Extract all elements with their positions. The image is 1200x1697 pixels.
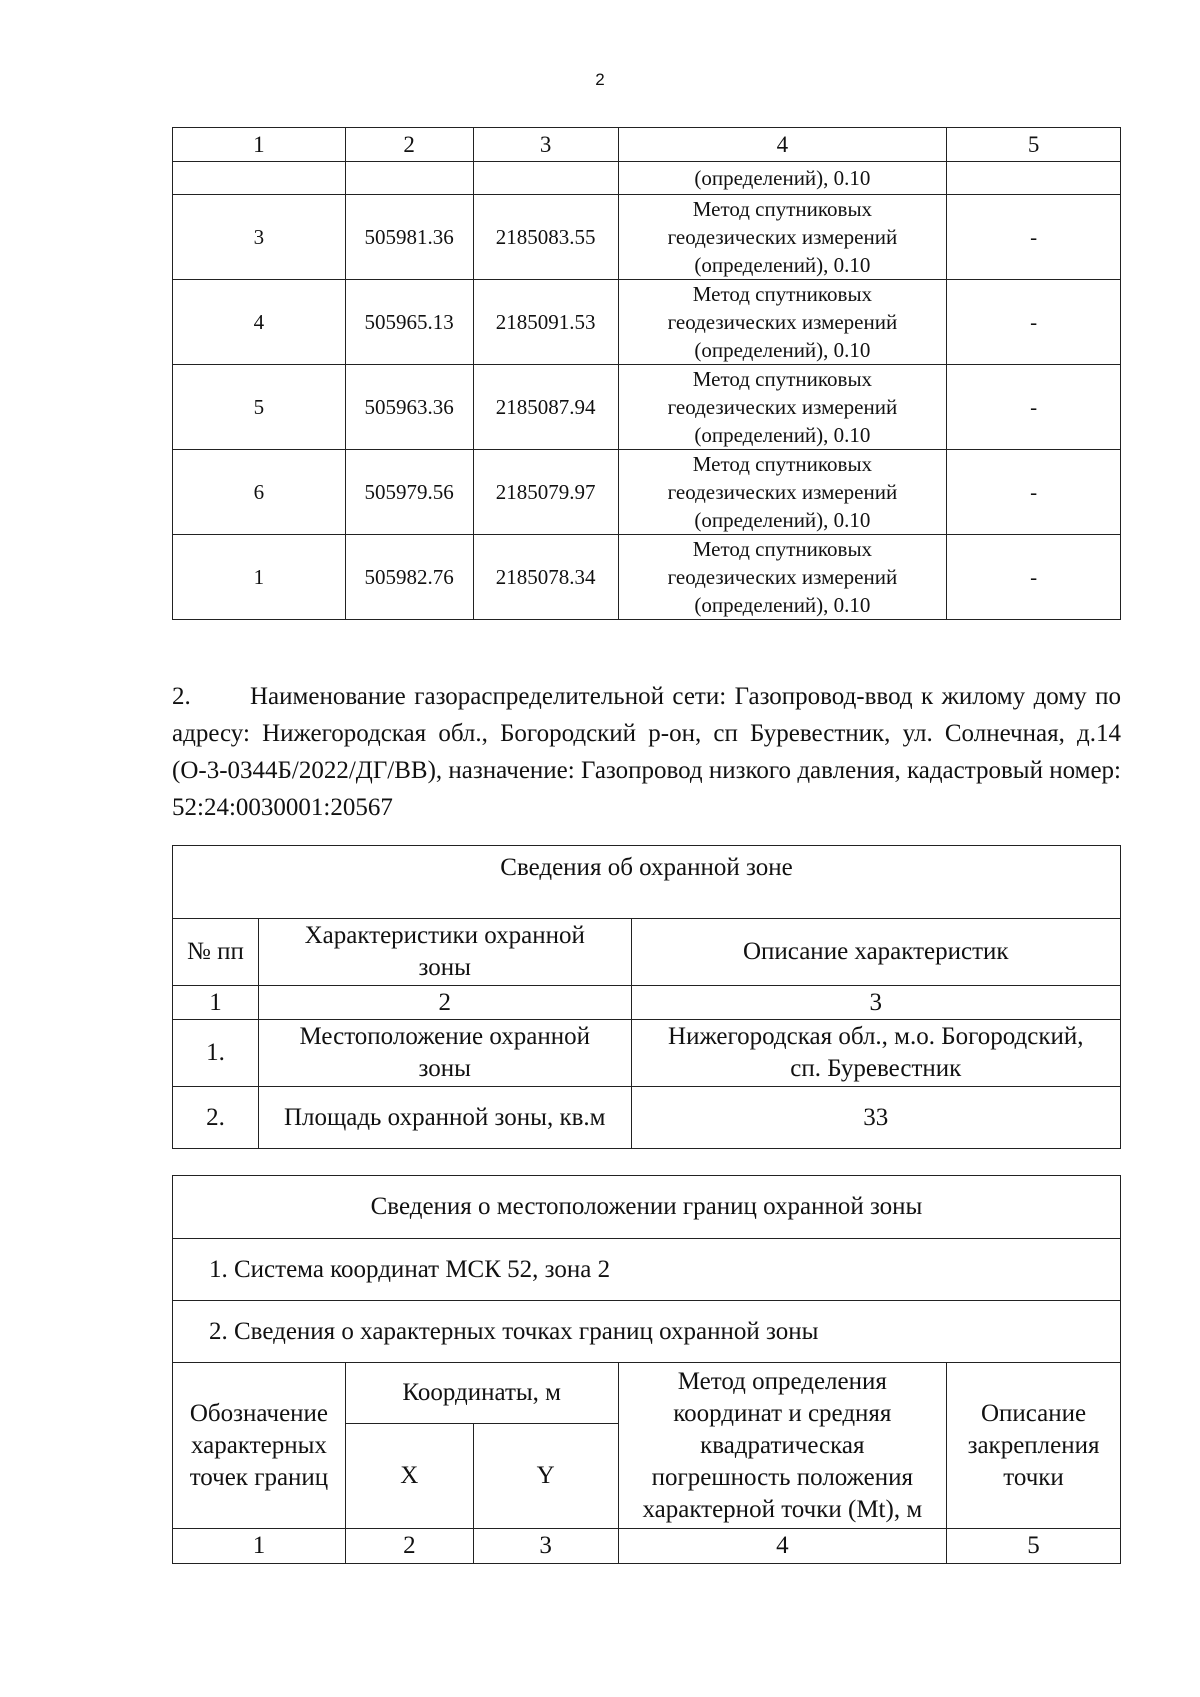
method-line: геодезических измерений xyxy=(667,395,898,419)
header-line: Обозначение xyxy=(189,1399,329,1427)
y-header: Y xyxy=(473,1424,618,1529)
point-label: 1 xyxy=(173,535,346,620)
column-number: 3 xyxy=(473,1529,618,1564)
points-info-text: 2. Сведения о характерных точках границ охранной зоны xyxy=(173,1301,1121,1363)
header-line: точек границ xyxy=(189,1463,329,1491)
column-number: 1 xyxy=(173,1529,346,1564)
column-number: 4 xyxy=(618,1529,947,1564)
description-line: сп. Буревестник xyxy=(790,1055,962,1082)
column-number-row xyxy=(173,986,1121,1020)
x-coordinate: 505981.36 xyxy=(345,195,473,280)
header-cell: 4 xyxy=(618,128,947,162)
x-coordinate: 505982.76 xyxy=(345,535,473,620)
table-row xyxy=(173,280,1121,365)
description-cell: 33 xyxy=(631,1087,1120,1149)
table-row xyxy=(173,450,1121,535)
header-line: координат и средняя xyxy=(673,1399,892,1427)
point-label: 6 xyxy=(173,450,346,535)
description-line: Нижегородская обл., м.о. Богородский, xyxy=(668,1023,1084,1050)
table-row xyxy=(173,1020,1121,1087)
table-title-row xyxy=(173,846,1121,919)
point-label: 3 xyxy=(173,195,346,280)
x-coordinate: 505965.13 xyxy=(345,280,473,365)
x-header: X xyxy=(345,1424,473,1529)
method-line: (определений), 0.10 xyxy=(694,508,871,532)
coordinate-system-text: 1. Система координат МСК 52, зона 2 xyxy=(173,1239,1121,1301)
method-line: Метод спутниковых xyxy=(692,197,873,221)
page-number: 2 xyxy=(595,70,605,89)
y-coordinate: 2185091.53 xyxy=(473,280,618,365)
table-title: Сведения об охранной зоне xyxy=(173,846,1121,919)
description-cell: - xyxy=(947,450,1121,535)
row-number: 1. xyxy=(173,1020,259,1087)
header-line: характерных xyxy=(191,1431,327,1459)
characteristic-cell: Площадь охранной зоны, кв.м xyxy=(258,1087,631,1149)
header-line: точки xyxy=(1003,1463,1064,1491)
header-line: зоны xyxy=(418,954,471,981)
method-line: (определений), 0.10 xyxy=(694,423,871,447)
description-cell: - xyxy=(947,365,1121,450)
method-cell xyxy=(618,280,947,365)
header-line: погрешность положения xyxy=(651,1463,913,1491)
header-cell: 3 xyxy=(473,128,618,162)
table-row xyxy=(173,1087,1121,1149)
coordinate-system-row xyxy=(173,1239,1121,1301)
x-coordinate: 505963.36 xyxy=(345,365,473,450)
points-table xyxy=(172,127,1121,620)
description-cell: - xyxy=(947,535,1121,620)
zone-boundary-table xyxy=(172,1175,1121,1564)
column-number: 2 xyxy=(258,986,631,1020)
column-number-row xyxy=(173,1529,1121,1564)
header-cell: № пп xyxy=(173,919,259,986)
table-cell xyxy=(473,162,618,195)
y-coordinate: 2185087.94 xyxy=(473,365,618,450)
point-label: 5 xyxy=(173,365,346,450)
coordinates-header: Координаты, м xyxy=(345,1363,618,1424)
column-number: 3 xyxy=(631,986,1120,1020)
header-cell xyxy=(618,1363,947,1529)
description-cell xyxy=(631,1020,1120,1087)
row-number: 2. xyxy=(173,1087,259,1149)
x-coordinate: 505979.56 xyxy=(345,450,473,535)
characteristic-line: зоны xyxy=(418,1055,471,1082)
description-cell: - xyxy=(947,195,1121,280)
y-coordinate: 2185078.34 xyxy=(473,535,618,620)
method-line: геодезических измерений xyxy=(667,480,898,504)
characteristic-cell xyxy=(258,1020,631,1087)
method-cell xyxy=(618,365,947,450)
header-cell: Описание характеристик xyxy=(631,919,1120,986)
header-cell xyxy=(258,919,631,986)
column-number: 5 xyxy=(947,1529,1121,1564)
table-cell: (определений), 0.10 xyxy=(618,162,947,195)
y-coordinate: 2185083.55 xyxy=(473,195,618,280)
header-row xyxy=(173,1363,1121,1424)
method-line: Метод спутниковых xyxy=(692,452,873,476)
table-row xyxy=(173,195,1121,280)
column-number: 2 xyxy=(345,1529,473,1564)
paragraph-text: Наименование газораспределительной сети: Газопровод-ввод к жилому дому по адресу: Нижегородская обл., Богородский р-он, сп Буревестник, ул. Солнечная, д.14 (О-3-0344Б/2022/ДГ/ВВ), назначение: Газопровод низкого давления, кадастровый номер: 52:24:0030001:20567 xyxy=(172,683,1121,821)
header-row xyxy=(173,919,1121,986)
header-cell: 2 xyxy=(345,128,473,162)
point-label: 4 xyxy=(173,280,346,365)
method-line: (определений), 0.10 xyxy=(694,338,871,362)
table-cell xyxy=(345,162,473,195)
method-line: Метод спутниковых xyxy=(692,282,873,306)
header-cell: 5 xyxy=(947,128,1121,162)
table-row xyxy=(173,365,1121,450)
header-line: квадратическая xyxy=(700,1431,865,1459)
header-line: Описание xyxy=(980,1399,1087,1427)
table-cell xyxy=(947,162,1121,195)
method-cell xyxy=(618,535,947,620)
protection-zone-table xyxy=(172,845,1121,1149)
table-cell xyxy=(173,162,346,195)
column-number: 1 xyxy=(173,986,259,1020)
header-cell: 1 xyxy=(173,128,346,162)
network-description-paragraph xyxy=(172,678,1121,826)
header-row xyxy=(173,128,1121,162)
method-line: Метод спутниковых xyxy=(692,537,873,561)
method-line: геодезических измерений xyxy=(667,565,898,589)
header-cell xyxy=(173,1363,346,1529)
header-line: Метод определения xyxy=(677,1367,887,1395)
paragraph-number: 2. xyxy=(172,683,191,710)
points-info-row xyxy=(173,1301,1121,1363)
method-line: (определений), 0.10 xyxy=(694,253,871,277)
description-cell: - xyxy=(947,280,1121,365)
characteristic-line: Местоположение охранной xyxy=(299,1023,590,1050)
method-line: геодезических измерений xyxy=(667,225,898,249)
continuation-row xyxy=(173,162,1121,195)
table-title: Сведения о местоположении границ охранной зоны xyxy=(173,1176,1121,1239)
table-row xyxy=(173,535,1121,620)
method-line: Метод спутниковых xyxy=(692,367,873,391)
method-cell xyxy=(618,450,947,535)
header-line: закрепления xyxy=(967,1431,1100,1459)
header-line: характерной точки (Mt), м xyxy=(642,1495,923,1523)
method-line: геодезических измерений xyxy=(667,310,898,334)
method-line: (определений), 0.10 xyxy=(694,593,871,617)
header-line: Характеристики охранной xyxy=(304,922,585,949)
table-title-row xyxy=(173,1176,1121,1239)
header-cell xyxy=(947,1363,1121,1529)
method-cell xyxy=(618,195,947,280)
y-coordinate: 2185079.97 xyxy=(473,450,618,535)
